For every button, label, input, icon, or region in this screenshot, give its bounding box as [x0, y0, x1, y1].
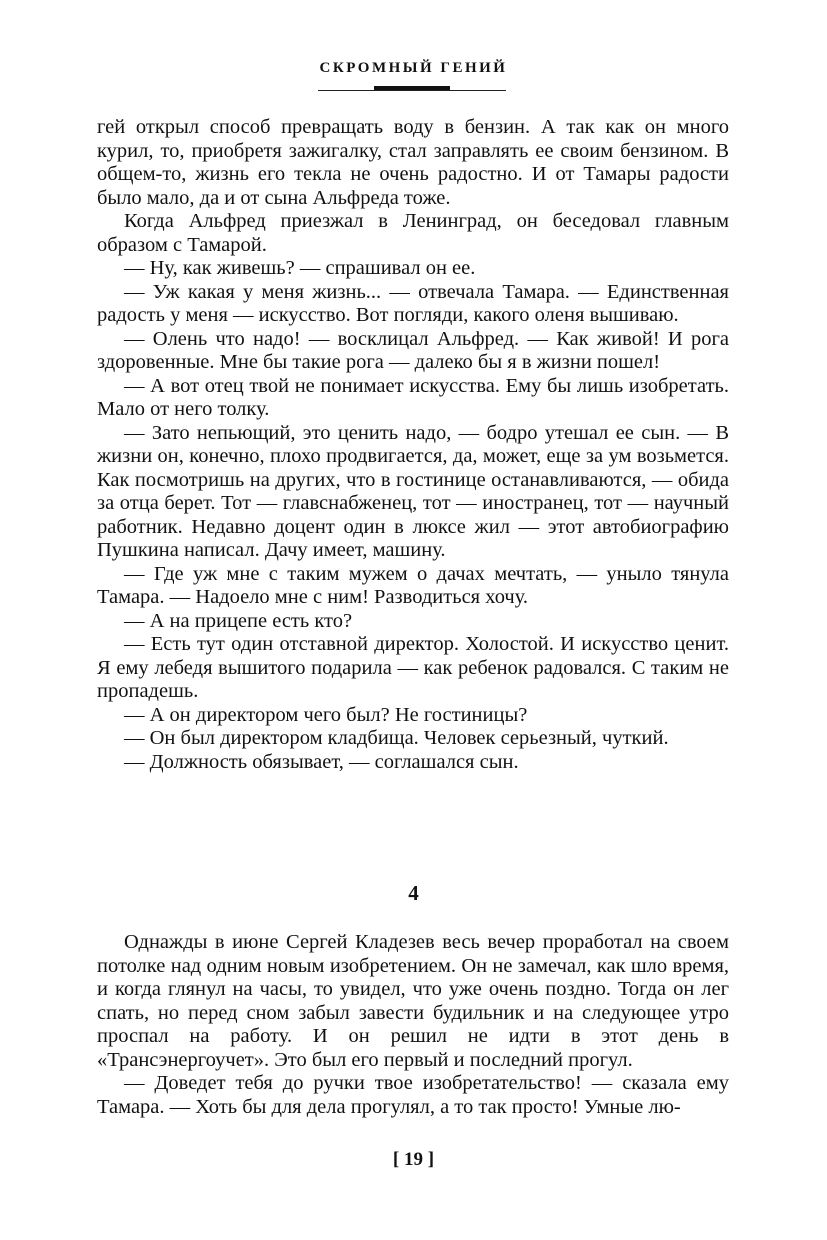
dialogue-line: — Он был директором кладбища. Человек серьезный, чуткий.	[124, 727, 669, 749]
chapter-text	[97, 931, 729, 1119]
page-number: [ 19 ]	[392, 1149, 435, 1170]
dialogue-line: — Есть тут один отставной директор. Холостой. И искусство ценит. Я ему лебедя вышитого подарила — как ребенок радовался. С таким не пропадешь.	[97, 633, 729, 702]
dialogue-line: — Ну, как живешь? — спрашивал он ее.	[124, 257, 476, 279]
dialogue-line: — А на прицепе есть кто?	[124, 609, 353, 632]
paragraph: гей открыл способ превращать воду в бензин. А так как он много курил, то, приобретя зажигалку, стал заправлять ее своим бензином. В общем-то, жизнь его текла не очень радостно. И от Тамары радости было мало, да и от сына Альфреда тоже.	[97, 116, 729, 209]
paragraph: Однажды в июне Сергей Кладезев весь вечер проработал на своем потолке над одним новым изобретением. Он не замечал, как шло время, и когда глянул на часы, то увидел, что уже очень поздно. Тогда он лег спать, но перед сном забыл завести будильник и на следующее утро проспал на работу. И он решил не идти в этот день в «Трансэнергоучет». Это был его первый и последний прогул.	[97, 931, 729, 1071]
header-rule-thin	[318, 90, 506, 91]
dialogue-line: — Олень что надо! — восклицал Альфред. — Как живой! И рога здоровенные. Мне бы такие рога — далеко бы я в жизни пошел!	[97, 327, 729, 373]
dialogue-line: — Зато непьющий, это ценить надо, — бодро утешал ее сын. — В жизни он, конечно, плохо продвигается, да, может, еще за ум возьмется. Как посмотришь на других, что в гостинице останавливаются, — обида за отца берет. Тот — главснабженец, тот — иностранец, тот — научный работник. Недавно доцент один в люксе жил — этот автобиографию Пушкина написал. Дачу имеет, машину.	[97, 421, 729, 561]
dialogue-line: — А он директором чего был? Не гостиницы?	[124, 703, 528, 726]
dialogue-line: — А вот отец твой не понимает искусства. Ему бы лишь изобретать. Мало от него толку.	[97, 374, 729, 420]
chapter-number: 4	[408, 881, 419, 905]
dialogue-line: — Должность обязывает, — соглашался сын.	[124, 750, 519, 773]
dialogue-line: — Доведет тебя до ручки твое изобретательство! — сказала ему Тамара. — Хоть бы для дела прогулял, а то так просто! Умные лю-	[97, 1072, 729, 1118]
body-text	[97, 116, 729, 774]
dialogue-line: — Где уж мне с таким мужем о дачах мечтать, — уныло тянула Тамара. — Надоело мне с ним! Разводиться хочу.	[97, 562, 729, 608]
dialogue-line: — Уж какая у меня жизнь... — отвечала Тамара. — Единственная радость у меня — искусство. Вот погляди, какого оленя вышиваю.	[97, 280, 729, 326]
paragraph: Когда Альфред приезжал в Ленинград, он беседовал главным образом с Тамарой.	[97, 210, 729, 256]
running-head-title: СКРОМНЫЙ ГЕНИЙ	[319, 60, 508, 76]
